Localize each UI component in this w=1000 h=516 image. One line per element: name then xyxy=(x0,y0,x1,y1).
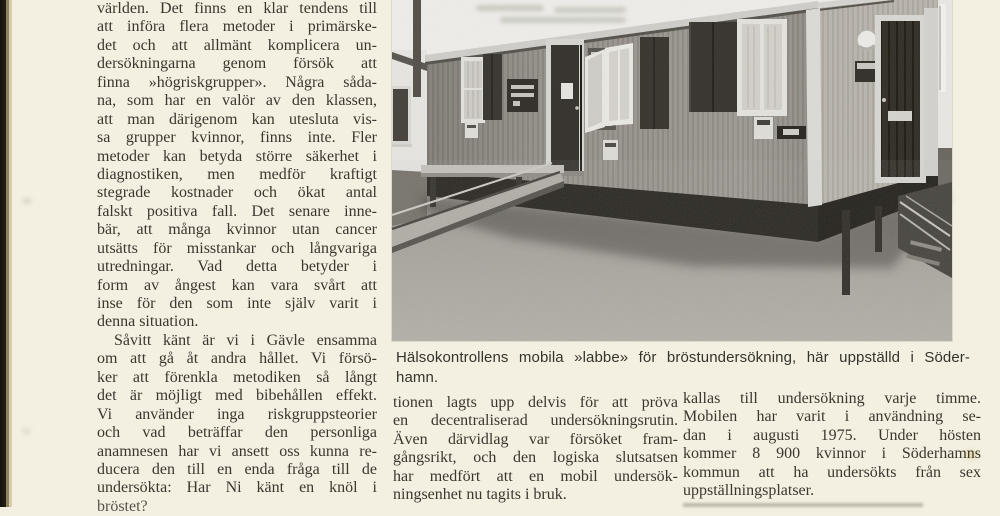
text-line: gångsrikt, och den logiska slutsatsen xyxy=(393,449,678,467)
text-line: stegrade kostnader och ökat antal xyxy=(97,184,377,202)
photo-illustration xyxy=(392,0,952,341)
photo xyxy=(392,0,952,341)
article-left-column xyxy=(97,0,377,515)
text-line: metoder kan betyda större säkerhet i xyxy=(97,147,377,165)
photo-grain xyxy=(392,0,952,341)
text-line: Mobilen har varit i användning se- xyxy=(683,408,981,426)
text-line: om att gå åt andra hållet. Vi försö- xyxy=(97,350,377,368)
text-line: hamn. xyxy=(396,368,439,386)
text-line: har medfört att en mobil undersök- xyxy=(393,467,678,485)
text-line: inse för den som inte själv varit i xyxy=(97,295,377,312)
text-line: Även därvidlag var försöket fram- xyxy=(393,430,678,448)
text-line: finna »högriskgrupper». Några såda- xyxy=(97,73,377,91)
text-line: form av ångest kan vara svårt att xyxy=(97,276,377,294)
text-line: Vi använder inga riskgruppsteorier xyxy=(97,405,377,423)
text-line: det och att allmänt komplicera un- xyxy=(97,36,377,54)
text-line: Hälsokontrollens mobila »labbe» för bröstundersökning, här uppställd i Söder- xyxy=(396,349,970,366)
paper-smudge xyxy=(22,428,31,434)
text-line: falskt positiva fall. Det senare inne- xyxy=(97,202,377,220)
text-line: världen. Det finns en klar tendens till xyxy=(97,0,377,17)
text-line: och vad beträffar den personliga xyxy=(97,424,377,442)
text-line: en decentraliserad undersökningsrutin. xyxy=(393,412,678,430)
clipped-text-remnant xyxy=(683,503,923,507)
paper-smudge xyxy=(22,198,32,204)
text-line: na, som har en valör av den klassen, xyxy=(97,92,377,110)
article-right-column xyxy=(683,390,981,501)
text-line: sa grupper kvinnor, finns inte. Fler xyxy=(97,129,377,147)
text-line: att införa flera metoder i primärske- xyxy=(97,18,377,36)
text-line: bröstet? xyxy=(97,497,148,515)
text-line: dersökningarna genom försök att xyxy=(97,55,377,73)
text-line: ducera den till en enda fråga till de xyxy=(97,460,377,478)
photo-caption xyxy=(396,348,970,387)
text-line: diagnostiken, men medför kraftigt xyxy=(97,165,377,183)
text-line: anamnesen har vi ansett oss kunna re- xyxy=(97,442,377,460)
text-line: ningsenhet nu tagits i bruk. xyxy=(393,486,567,504)
text-line: dan i augusti 1975. Under hösten xyxy=(683,426,981,444)
text-line: tionen lagts upp delvis för att pröva xyxy=(393,394,678,411)
text-line: utsätts för misstankar och långvariga xyxy=(97,239,377,257)
text-line: ker att förenkla metodiken så långt xyxy=(97,368,377,386)
text-line: uppställningsplatser. xyxy=(683,482,815,500)
text-line: utredningar. Vad detta betyder i xyxy=(97,258,377,276)
text-line: det är möjligt med bibehållen effekt. xyxy=(97,387,377,405)
article-middle-column xyxy=(393,394,678,505)
text-line: undersökta: Har Ni känt en knöl i xyxy=(97,479,377,497)
text-line: kommer 8 900 kvinnor i Söderhamns xyxy=(683,445,981,463)
text-line: kommun att ha undersökts från sex xyxy=(683,463,981,481)
scan-spine-pale-line xyxy=(9,0,12,507)
text-line: denna situation. xyxy=(97,313,199,331)
text-line: Såvitt känt är vi i Gävle ensamma xyxy=(114,331,377,349)
text-line: att man därigenom kan utesluta vis- xyxy=(97,110,377,128)
text-line: bär, att många kvinnor utan cancer xyxy=(97,221,377,239)
text-line: kallas till undersökning varje timme. xyxy=(683,390,981,407)
